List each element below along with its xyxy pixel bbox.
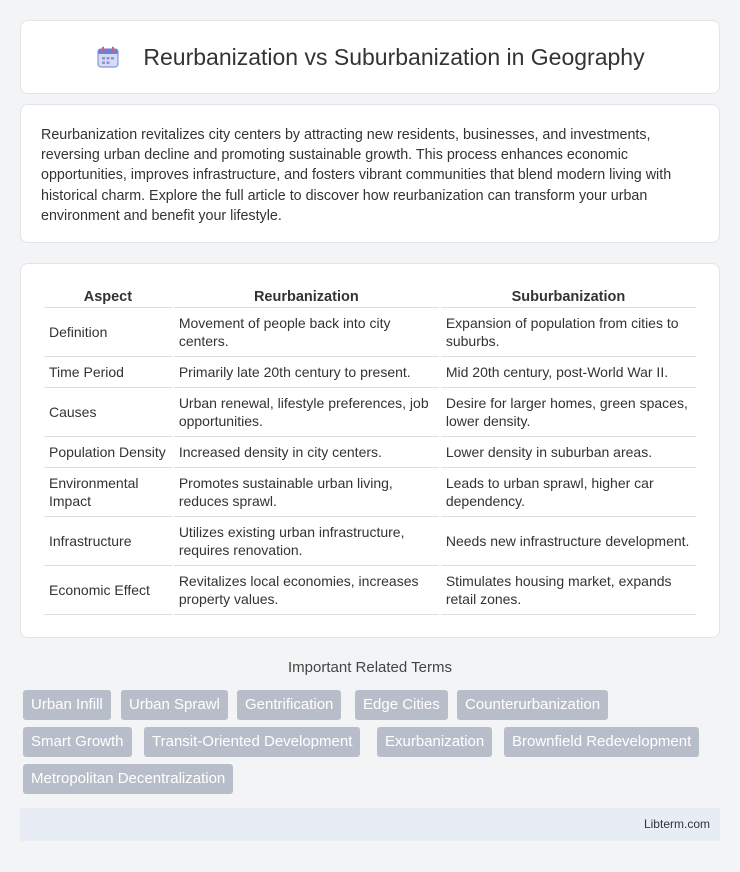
table-row (44, 357, 696, 388)
intro-card (20, 104, 720, 243)
table-row (44, 308, 696, 357)
related-term-tag[interactable]: Edge Cities (355, 690, 448, 720)
related-term-tag[interactable]: Counterurbanization (457, 690, 608, 720)
comparison-table (42, 284, 698, 615)
cell-aspect: Definition (44, 308, 172, 357)
cell-reurbanization: Increased density in city centers. (174, 437, 439, 468)
cell-reurbanization: Urban renewal, lifestyle preferences, job opportunities. (174, 388, 439, 437)
related-term-tag[interactable]: Smart Growth (23, 727, 132, 757)
cell-aspect: Time Period (44, 357, 172, 388)
related-term-tag[interactable]: Gentrification (237, 690, 341, 720)
footer (20, 808, 720, 841)
cell-reurbanization: Promotes sustainable urban living, reduces sprawl. (174, 468, 439, 517)
header-suburbanization: Suburbanization (441, 284, 696, 308)
header-aspect: Aspect (44, 284, 172, 308)
calendar-icon (95, 44, 121, 70)
page-title: Reurbanization vs Suburbanization in Geography (143, 43, 645, 70)
cell-reurbanization: Utilizes existing urban infrastructure, requires renovation. (174, 517, 439, 566)
cell-reurbanization: Revitalizes local economies, increases property values. (174, 566, 439, 615)
cell-aspect: Population Density (44, 437, 172, 468)
cell-suburbanization: Needs new infrastructure development. (441, 517, 696, 566)
cell-suburbanization: Leads to urban sprawl, higher car dependency. (441, 468, 696, 517)
cell-aspect: Causes (44, 388, 172, 437)
header-reurbanization: Reurbanization (174, 284, 439, 308)
intro-paragraph: Reurbanization revitalizes city centers by attracting new residents, businesses, and investments, reversing urban decline and promoting sustainable growth. This process enhances economic opportunities, improves infrastructure, and fosters vibrant communities that blend modern living with historical charm. Explore the full article to discover how reurbanization can transform your urban environment and benefit your lifestyle. (41, 127, 672, 224)
cell-suburbanization: Lower density in suburban areas. (441, 437, 696, 468)
cell-aspect: Economic Effect (44, 566, 172, 615)
cell-aspect: Infrastructure (44, 517, 172, 566)
related-terms-heading: Important Related Terms (288, 659, 452, 676)
comparison-table-card (20, 263, 720, 638)
related-term-tag[interactable]: Transit-Oriented Development (144, 727, 360, 757)
related-term-tag[interactable]: Exurbanization (377, 727, 492, 757)
cell-suburbanization: Expansion of population from cities to suburbs. (441, 308, 696, 357)
cell-suburbanization: Mid 20th century, post-World War II. (441, 357, 696, 388)
footer-site-link[interactable]: Libterm.com (643, 817, 710, 831)
cell-suburbanization: Desire for larger homes, green spaces, lower density. (441, 388, 696, 437)
cell-aspect: Environmental Impact (44, 468, 172, 517)
table-row (44, 437, 696, 468)
cell-reurbanization: Movement of people back into city centers. (174, 308, 439, 357)
related-term-tag[interactable]: Urban Sprawl (121, 690, 228, 720)
related-term-tag[interactable]: Urban Infill (23, 690, 111, 720)
related-term-tag[interactable]: Metropolitan Decentralization (23, 764, 233, 794)
table-row (44, 517, 696, 566)
table-row (44, 468, 696, 517)
table-row (44, 388, 696, 437)
title-card (20, 20, 720, 94)
table-row (44, 566, 696, 615)
cell-reurbanization: Primarily late 20th century to present. (174, 357, 439, 388)
related-term-tag[interactable]: Brownfield Redevelopment (504, 727, 699, 757)
table-header-row (44, 284, 696, 308)
cell-suburbanization: Stimulates housing market, expands retail zones. (441, 566, 696, 615)
